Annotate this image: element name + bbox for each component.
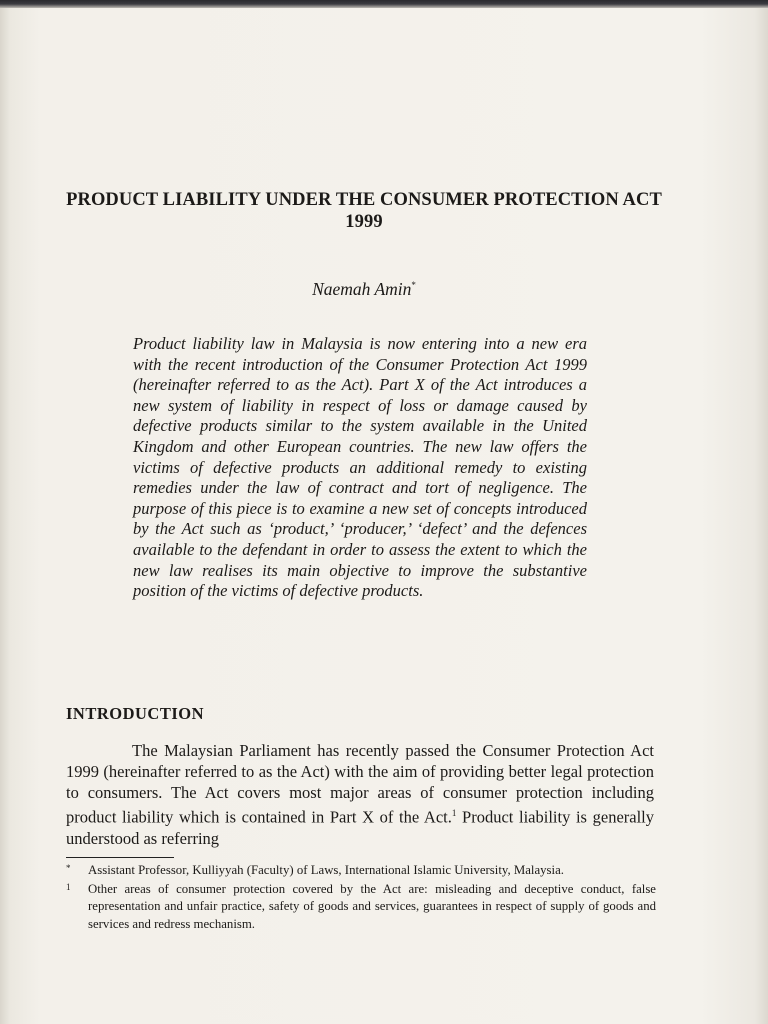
footnote-mark: 1: [66, 881, 71, 892]
footnote: [66, 862, 656, 880]
author-line: [60, 274, 668, 300]
scanner-edge: [0, 0, 768, 8]
footnotes: [66, 862, 656, 934]
author-name: Naemah Amin: [312, 278, 412, 299]
intro-text-part2: Product liability is generally understood as referring: [66, 807, 655, 848]
footnote: [66, 881, 656, 934]
footnote-divider: [66, 857, 174, 858]
footnote-text: Assistant Professor, Kulliyyah (Faculty) of Laws, International Islamic University, Malaysia.: [88, 863, 564, 877]
footnote-ref: 1: [451, 808, 457, 819]
section-heading: INTRODUCTION: [66, 704, 205, 723]
footnote-mark: *: [66, 863, 71, 873]
footnote-text: Other areas of consumer protection covered by the Act are: misleading and deceptive conduct, false representation and unfair practice, safety of goods and services, guarantees in respect of supply of goods and services and redress mechanism.: [88, 881, 656, 931]
article-title: PRODUCT LIABILITY UNDER THE CONSUMER PROTECTION ACT 1999: [66, 190, 662, 232]
abstract: Product liability law in Malaysia is now entering into a new era with the recent introduction of the Consumer Protection Act 1999 (hereinafter referred to as the Act). Part X of the Act introduces a new system of liability in respect of loss or damage caused by defective products similar to the system available in the United Kingdom and other European countries. The new law offers the victims of defective products an additional remedy to existing remedies under the law of contract and tort of negligence. The purpose of this piece is to examine a new set of concepts introduced by the Act such as ‘product,’ ‘producer,’ ‘defect’ and the defences available to the defendant in order to assess the extent to which the new law realises its main objective to improve the substantive position of the victims of defective products.: [133, 334, 587, 601]
intro-text-part1: The Malaysian Parliament has recently passed the Consumer Protection Act 1999 (hereinafter referred to as the Act) with the aim of providing better legal protection to consumers. The Act covers most major areas of consumer protection including product liability which is contained in Part X of the Act.: [66, 741, 654, 827]
intro-paragraph: [66, 741, 654, 849]
author-footnote-mark: *: [411, 280, 416, 290]
